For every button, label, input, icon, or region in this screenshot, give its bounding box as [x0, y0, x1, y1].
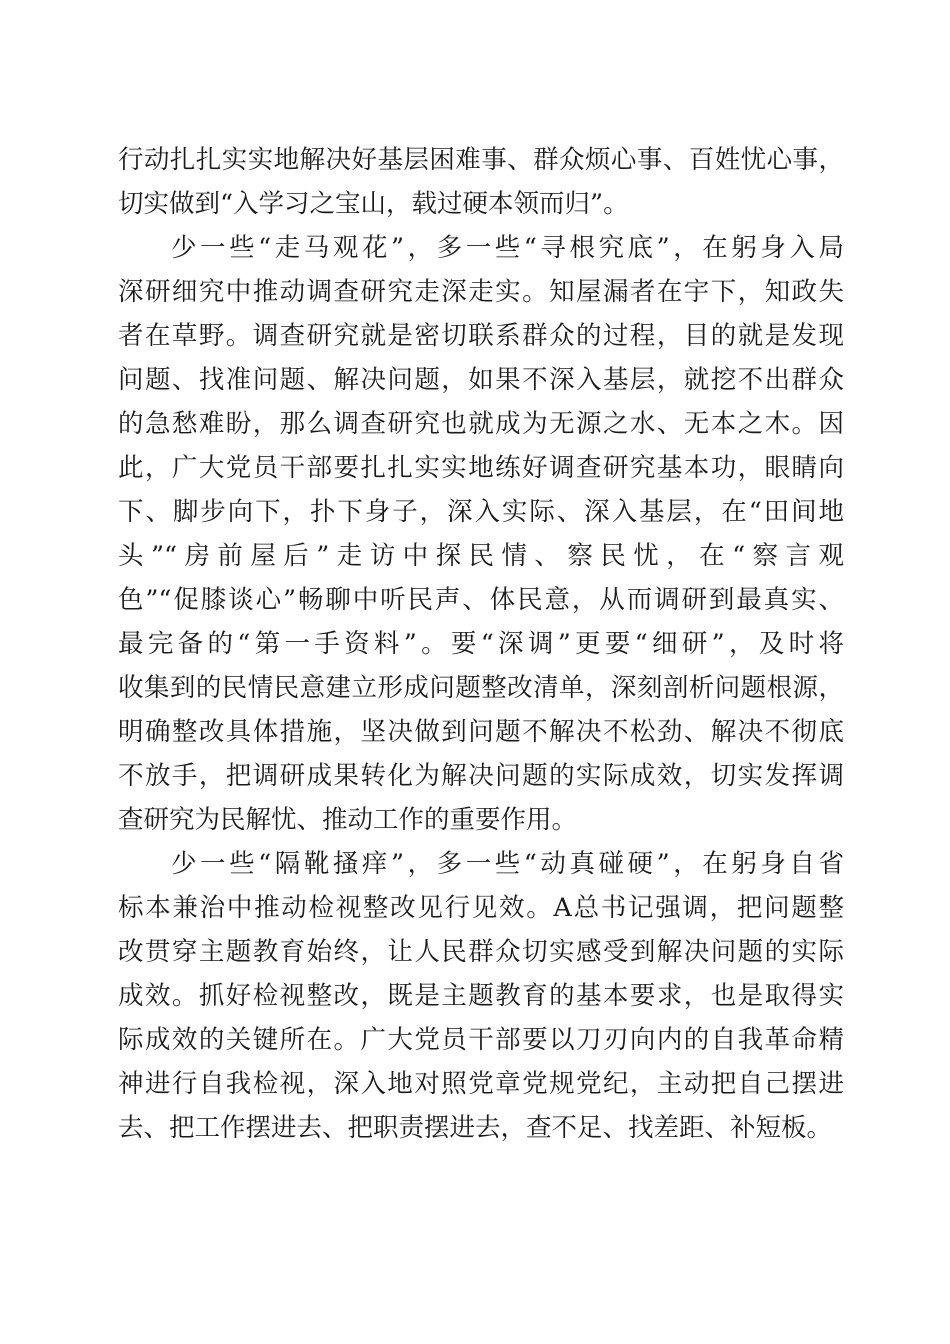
document-page — [118, 138, 844, 1150]
text-line: 标本兼治中推动检视整改见行见效。A总书记强调，把问题整 — [118, 893, 844, 923]
text-line: 行动扎扎实实地解决好基层困难事、群众烦心事、百姓忧心事， — [118, 145, 844, 175]
text-line: 的急愁难盼，那么调查研究也就成为无源之水、无本之木。因 — [118, 409, 844, 439]
text-line: 去、把工作摆进去、把职责摆进去，查不足、找差距、补短板。 — [118, 1113, 833, 1143]
text-line: 查研究为民解忧、推动工作的重要作用。 — [118, 805, 578, 835]
text-line: 下、脚步向下，扑下身子，深入实际、深入基层，在“田间地 — [118, 497, 844, 527]
text-line: 改贯穿主题教育始终，让人民群众切实感受到解决问题的实际 — [118, 937, 844, 967]
text-line: 者在草野。调查研究就是密切联系群众的过程，目的就是发现 — [118, 321, 844, 351]
text-line: 成效。抓好检视整改，既是主题教育的基本要求，也是取得实 — [118, 981, 844, 1011]
text-line: 际成效的关键所在。广大党员干部要以刀刃向内的自我革命精 — [118, 1025, 844, 1055]
paragraph-2 — [118, 226, 844, 842]
paragraph-3 — [118, 842, 844, 1150]
text-line: 少一些“走马观花”，多一些“寻根究底”，在躬身入局 — [171, 233, 844, 263]
text-line: 最完备的“第一手资料”。要“深调”更要“细研”，及时将 — [118, 629, 844, 659]
text-line: 神进行自我检视，深入地对照党章党规党纪，主动把自己摆进 — [118, 1069, 844, 1099]
text-line: 明确整改具体措施，坚决做到问题不解决不松劲、解决不彻底 — [118, 717, 844, 747]
text-line: 此，广大党员干部要扎扎实实地练好调查研究基本功，眼睛向 — [118, 453, 844, 483]
text-line: 深研细究中推动调查研究走深走实。知屋漏者在宇下，知政失 — [118, 277, 844, 307]
text-line: 色”“促膝谈心”畅聊中听民声、体民意，从而调研到最真实、 — [118, 585, 844, 615]
text-line: 收集到的民情民意建立形成问题整改清单，深刻剖析问题根源， — [118, 673, 844, 703]
text-line: 切实做到“入学习之宝山，载过硬本领而归”。 — [118, 189, 629, 219]
text-line: 问题、找准问题、解决问题，如果不深入基层，就挖不出群众 — [118, 365, 844, 395]
text-line: 不放手，把调研成果转化为解决问题的实际成效，切实发挥调 — [118, 761, 844, 791]
paragraph-1 — [118, 138, 844, 226]
text-line: 少一些“隔靴搔痒”，多一些“动真碰硬”，在躬身自省 — [171, 849, 844, 879]
text-line: 头”“房前屋后”走访中探民情、察民忧，在“察言观 — [118, 541, 844, 571]
